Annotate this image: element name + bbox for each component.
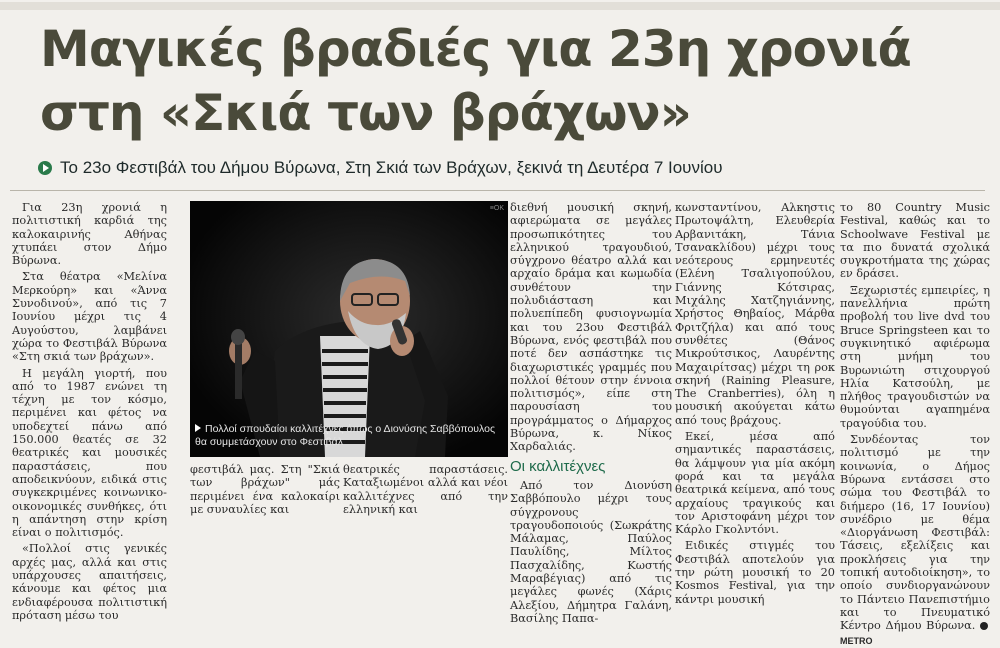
top-border — [0, 2, 1000, 10]
paragraph: Για 23η χρονιά η πολιτιστική καρδιά της καλοκαιρινής Αθήνας χτυπάει στον Δήμο Βύρωνα. — [12, 201, 167, 268]
caption-line-1: Πολλοί σπουδαίοι καλλιτέχνες όπως ο Διονύσης Σαββόπουλος — [205, 423, 496, 435]
article-column-5 — [675, 201, 835, 606]
section-subheading: Οι καλλιτέχνες — [510, 457, 606, 475]
article-photo — [190, 201, 508, 457]
paragraph: φεστιβάλ μας. Στη "Σκιά των βράχων" μάς περιμένει ένα καλοκαίρι με συναυλίες και — [190, 463, 340, 516]
headline-line-2: στη «Σκιά των βράχων» — [40, 84, 691, 142]
paragraph: Ειδικές στιγμές του Φεστιβάλ αποτελούν για την ρώτη μουσική το 20 Kosmos Festival, για την κάντρι μουσική — [675, 539, 835, 606]
bullet-play-icon — [38, 161, 52, 175]
photo-credit: ≡OK — [489, 205, 504, 212]
paragraph: διεθνή μουσική σκηνή, αφιερώματα σε μεγάλες προσωπικότητες του ελληνικού τραγουδιού, σύγχρονο θέατρο αλλά και αρχαίο δράμα και κωμωδία συνθέτουν την πολυδιάσταση και πολυεπίπεδη φυσιογνωμία και του 23ου Φεστιβάλ Βύρωνα, ενός φεστιβάλ που ποτέ δεν ασπάστηκε τις διαχωριστικές γραμμές που πολλοί θέτουν στην έννοια πολιτισμός», είπε στη παρουσίαση του προγράμματος ο Δήμαρχος Βύρωνα, κ. Νίκος Χαρδαλιάς. — [510, 201, 672, 454]
paragraph: Ξεχωριστές εμπειρίες, η πανελλήνια πρώτη προβολή του live dvd του Bruce Springsteen και το συγκινητικό αφιέρωμα στη μνήμη του Βυρωνιώτη στιχουργού Ηλία Κατσούλη, με πλήθος τραγουδιστών να θυμούνται αγαπημένα τραγούδια του. — [840, 283, 990, 430]
paragraph: Εκεί, μέσα από σημαντικές παραστάσεις, θα λάμψουν για μία ακόμη φορά και τα μεγάλα θεατρικά κείμενα, από τους αρχαίους τραγικούς και τον Αριστοφάνη μέχρι τον Κάρλο Γκολντόνι. — [675, 430, 835, 537]
article-column-4 — [510, 201, 672, 625]
article-column-6 — [840, 201, 990, 646]
subheadline-text: Το 23ο Φεστιβάλ του Δήμου Βύρωνα, Στη Σκιά των Βράχων, ξεκινά τη Δευτέρα 7 Ιουνίου — [60, 158, 723, 177]
subheadline — [38, 158, 998, 178]
paragraph: Από τον Διονύση Σαββόπουλο μέχρι τους σύγχρονους τραγουδοποιούς (Σωκράτης Μάλαμας, Παύλος Παυλίδης, Μίλτος Πασχαλίδης, Κωστής Μαραβέγιας) από τις μεγάλες φωνές (Χάρις Αλεξίου, Δήμητρα Γαλάνη, Βασίλης Παπα- — [510, 478, 672, 625]
paragraph — [840, 433, 990, 648]
paragraph: Στα θέατρα «Μελίνα Μερκούρη» και «Άννα Συνοδινού», από τις 7 Ιουνίου μέχρι τις 4 Αυγούστου, λαμβάνει χώρα το Φεστιβάλ Βύρωνα «Στη σκιά των βράχων». — [12, 270, 167, 364]
publication-signature: METRO — [840, 621, 990, 645]
paragraph: κωνσταντίνου, Αλκηστις Πρωτοψάλτη, Ελευθερία Αρβανιτάκη, Τάνια Τσανακλίδου) μέχρι τους νεότερους ερμηνευτές (Ελένη Τσαλιγοπούλου, Γιάννης Κότσιρας, Μιχάλης Χατζηγιάννης, Χρήστος Θηβαίος, Μάρθα Φριτζήλα) και από τους συνθέτες (Θάνος Μικρούτσικος, Λαυρέντης Μαχαιρίτσας) μέχρι τη ροκ σκηνή (Raining Pleasure, The Cranberries), όλη η μουσική ακούγεται κάτω από τους βράχους. — [675, 201, 835, 427]
caption-arrow-icon — [195, 424, 201, 432]
headline-line-1: Μαγικές βραδιές για 23η χρονιά — [40, 20, 911, 78]
article-column-2 — [190, 463, 340, 543]
article-column-3 — [343, 463, 508, 543]
paragraph: «Πολλοί στις γενικές αρχές μας, αλλά και στις υπάρχουσες απαιτήσεις, κάνουμε και φέτος μια ενδιαφέρουσα πολιτιστική πρόταση μέσω του — [12, 542, 167, 622]
singer-photo-illustration — [190, 201, 508, 457]
divider — [10, 190, 985, 191]
paragraph: Η μεγάλη γιορτή, που από το 1987 ενώνει τη τέχνη με τον κόσμο, περιμένει και φέτος να υποδεχτεί πάνω από 150.000 θεατές σε 32 θεατρικές και μουσικές παραστάσεις, που αποδεικνύουν, ειδικά στις συγκεκριμένες κοινωνικο-οικονομικές συνθήκες, ότι η απάντηση στην κρίση είναι ο πολιτισμός. — [12, 366, 167, 540]
paragraph: το 80 Country Music Festival, καθώς και το Schoolwave Festival με τα πιο δυνατά σχολικά συγκροτήματα της χώρας εν δράσει. — [840, 201, 990, 281]
article-column-1 — [12, 201, 167, 622]
paragraph: θεατρικές παραστάσεις. Καταξιωμένοι αλλά και νέοι καλλιτέχνες από την ελληνική και — [343, 463, 508, 516]
photo-caption — [195, 423, 505, 449]
caption-line-2: θα συμμετάσχουν στο Φεστιβάλ — [195, 436, 343, 448]
paragraph-text: Συνδέοντας τον πολιτισμό με την κοινωνία, ο Δήμος Βύρωνα εντάσσει στο σώμα του Φεστιβάλ το διήμερο (16, 17 Ιουνίου) συνέδριο με θέμα «Διοργάνωση Φεστιβάλ: Τάσεις, εξελίξεις και προκλήσεις για την τοπική αυτοδιοίκηση», το οποίο συνδιοργανώνουν το Πάντειο Πανεπιστήμιο και το Πνευματικό Κέντρο Δήμου Βύρωνα. — [840, 433, 990, 633]
